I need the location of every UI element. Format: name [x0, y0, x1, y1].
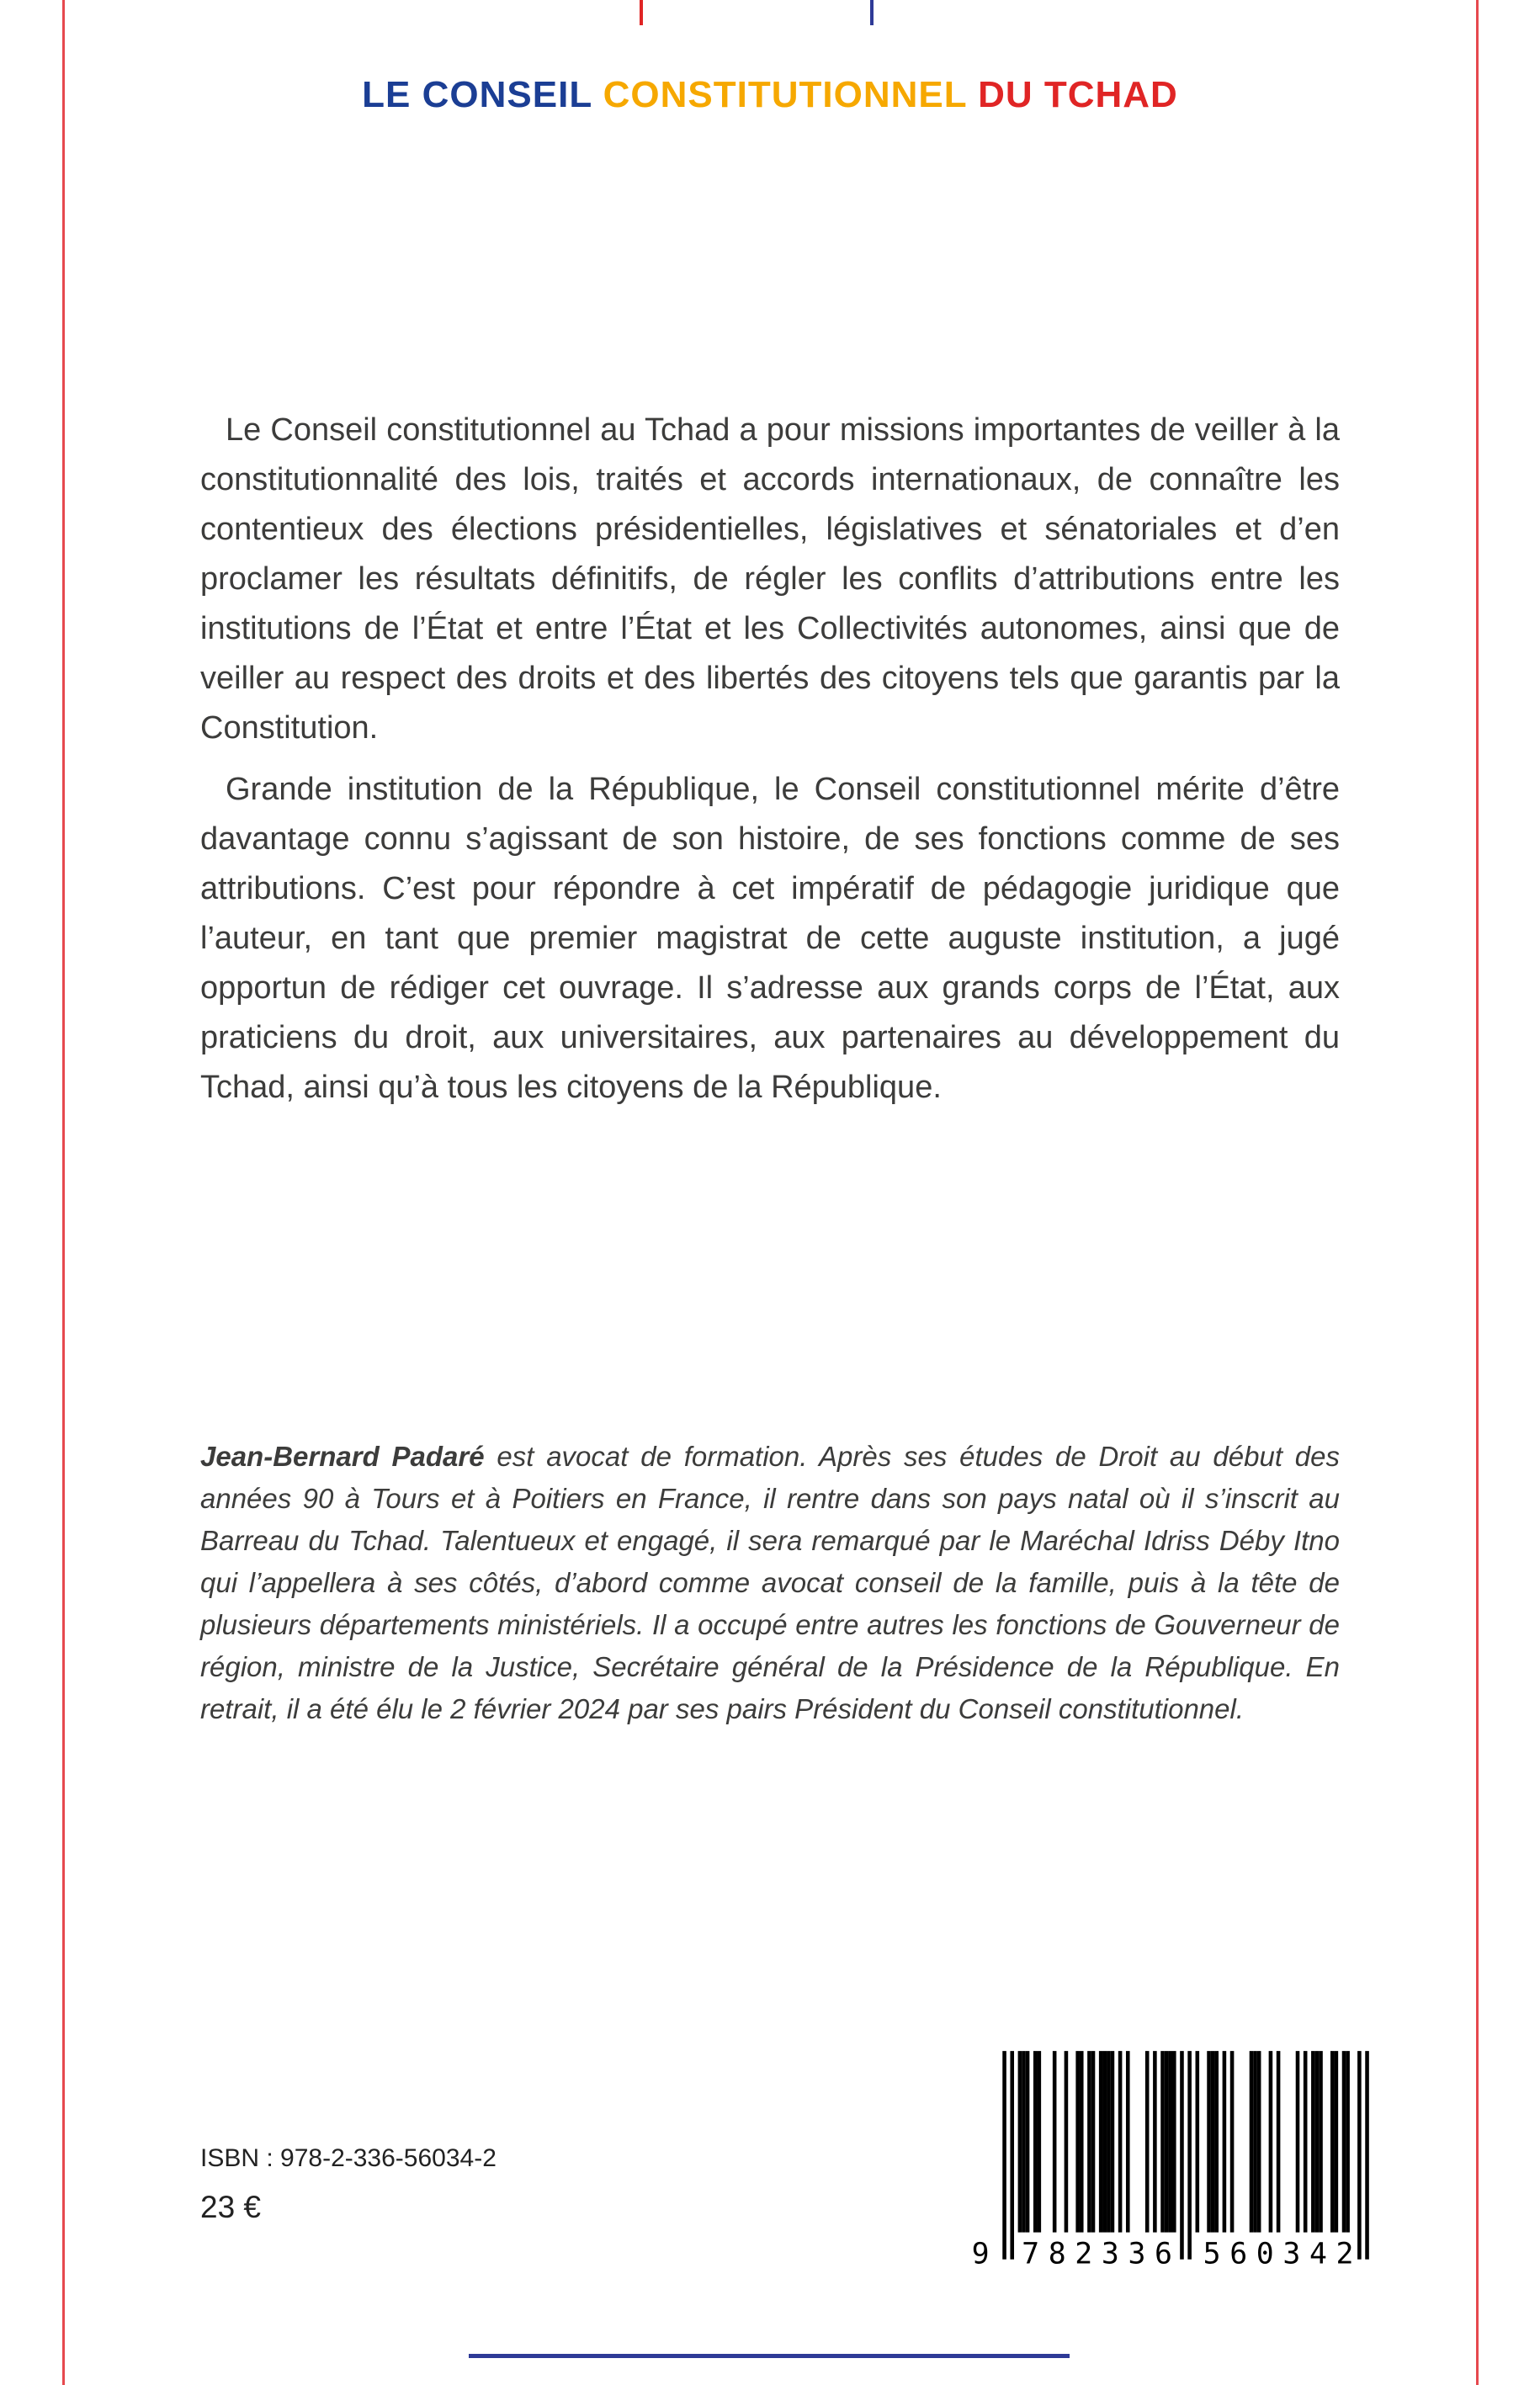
left-margin-line: [62, 0, 65, 2385]
svg-text:9: 9: [971, 2237, 990, 2267]
synopsis-paragraph-1: Le Conseil constitutionnel au Tchad a pour missions importantes de veiller à la constitutionnalité des lois, traités et accords internationaux, de connaître les contentieux des élections présidentielles, législatives et sénatoriales et d’en proclamer les résultats définitifs, de régler les conflits d’attributions entre les institutions de l’État et entre l’État et les Collectivités autonomes, ainsi que de veiller au respect des droits et des libertés des citoyens tels que garantis par la Constitution.: [200, 412, 1340, 746]
synopsis-paragraph-2: Grande institution de la République, le Conseil constitutionnel mérite d’être davantage connu s’agissant de son histoire, de ses fonctions comme de ses attributions. C’est pour répondre à cet impératif de pédagogie juridique que l’auteur, en tant que premier magistrat de cette auguste institution, a jugé opportun de rédiger cet ouvrage. Il s’adresse aux grands corps de l’État, aux praticiens du droit, aux universitaires, aux partenaires au développement du Tchad, ainsi qu’à tous les citoyens de la République.: [200, 772, 1340, 1105]
bottom-rule: [469, 2354, 1070, 2358]
bio-body-text: est avocat de formation. Après ses études de Droit au début des années 90 à Tours et à Poitiers en France, il rentre dans son pays natal où il s’inscrit au Barreau du Tchad. Talentueux et engagé, il sera remarqué par le Maréchal Idriss Déby Itno qui l’appellera à ses côtés, d’abord comme avocat conseil de la famille, puis à la tête de plusieurs départements ministériels. Il a occupé entre autres les fonctions de Gouverneur de région, ministre de la Justice, Secrétaire général de la Présidence de la République. En retrait, il a été élu le 2 février 2024 par ses pairs Président du Conseil constitutionnel.: [200, 1441, 1341, 1724]
title-du-tchad: DU TCHAD: [978, 74, 1178, 115]
svg-text:782336: 782336: [1022, 2237, 1172, 2267]
bio-paragraph: [200, 1436, 1340, 1730]
title-le-conseil: LE CONSEIL: [362, 74, 592, 115]
author-name: Jean-Bernard Padaré: [200, 1441, 485, 1472]
svg-text:560342: 560342: [1203, 2237, 1354, 2267]
isbn-block: [200, 2144, 497, 2225]
registration-mark-right: [870, 0, 874, 25]
isbn-label: ISBN : 978-2-336-56034-2: [200, 2144, 497, 2172]
right-margin-line: [1476, 0, 1479, 2385]
registration-mark-left: [640, 0, 643, 25]
synopsis: [200, 406, 1340, 1124]
book-title: [0, 74, 1540, 116]
price-label: 23 €: [200, 2190, 262, 2224]
barcode: [968, 2051, 1377, 2267]
author-bio: [200, 1436, 1340, 1730]
title-constitutionnel: CONSTITUTIONNEL: [603, 74, 967, 115]
barcode-svg: [968, 2051, 1377, 2267]
